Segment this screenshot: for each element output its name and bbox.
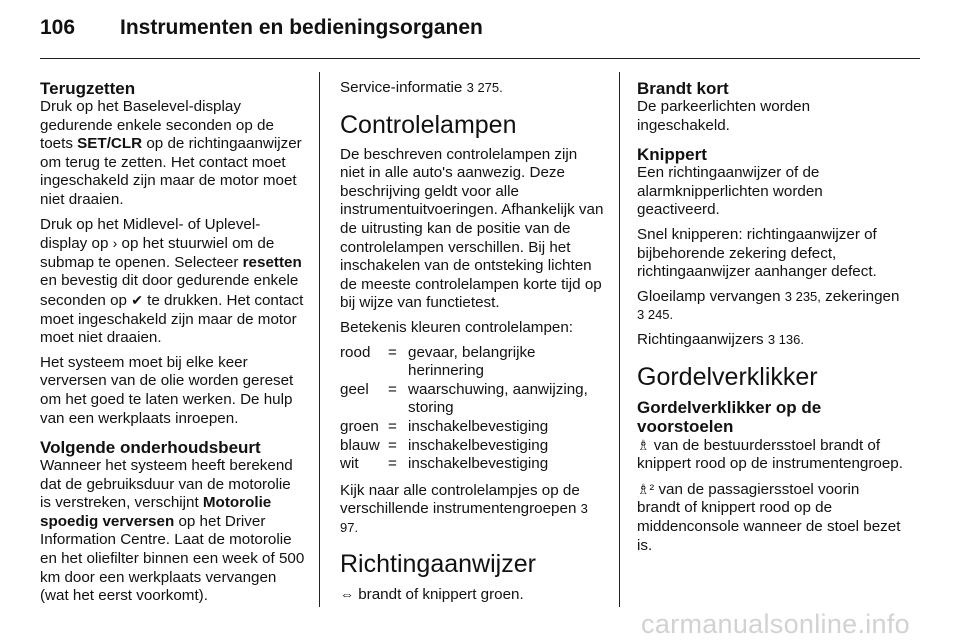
text: en bevestig dit door gedurende enkele seconden op — [40, 272, 299, 309]
section-heading-controlelampen: Controlelampen — [340, 110, 517, 139]
color-meaning: inschakelbevestiging — [408, 417, 549, 435]
color-row — [340, 418, 605, 437]
column-left — [40, 79, 305, 612]
paragraph — [340, 79, 605, 98]
turn-signal-icon: ⇔ — [340, 586, 354, 603]
equals-sign: = — [388, 380, 397, 398]
text: op het Driver Information Centre. Laat de motorolie en het oliefilter binnen een week of 500 km door een werkplaats vervangen (wat het eerst voorkomt). — [40, 512, 305, 605]
paragraph — [637, 331, 905, 350]
paragraph: Snel knipperen: richtingaanwijzer of bijbehorende zekering defect, richtingaanwijzer aanhanger defect. — [637, 225, 877, 281]
paragraph — [40, 98, 305, 210]
paragraph — [340, 482, 605, 538]
color-meaning-table — [340, 344, 605, 474]
paragraph: Een richtingaanwijzer of de alarmknipperlichten worden geactiveerd. — [637, 164, 823, 219]
color-name: groen — [340, 417, 379, 435]
arrow-right-icon: › — [112, 235, 118, 252]
text: Wanneer het systeem heeft berekend dat de gebruiksduur van de motorolie is verstreken, verschijnt — [40, 457, 293, 512]
column-divider — [319, 72, 320, 607]
text: Richtingaanwijzers — [637, 330, 768, 348]
section-heading-terugzetten: Terugzetten — [40, 79, 136, 98]
message-label: Motorolie spoedig verversen — [40, 494, 272, 530]
section-heading-brandt-kort: Brandt kort — [637, 79, 729, 98]
color-row — [340, 381, 605, 418]
color-name: geel — [340, 380, 369, 398]
text: van de bestuurdersstoel brandt of knippert rood op de instrumentengroep. — [637, 436, 903, 473]
page-number: 106 — [40, 16, 76, 39]
section-heading-volgende-onderhoudsbeurt: Volgende onderhoudsbeurt — [40, 438, 261, 458]
page-reference[interactable]: 3 245. — [637, 307, 674, 323]
text: Druk op het Baselevel-display gedurende enkele seconden op de toets — [40, 98, 274, 153]
section-heading-richtingaanwijzer: Richtingaanwijzer — [340, 550, 536, 579]
section-heading-knippert: Knippert — [637, 145, 707, 165]
column-divider — [619, 72, 620, 607]
paragraph — [40, 216, 305, 348]
page-title: Instrumenten en bedieningsorganen — [120, 16, 483, 39]
key-label: resetten — [242, 253, 302, 271]
page-reference[interactable]: 3 97. — [340, 501, 588, 535]
text: zekeringen — [820, 287, 900, 305]
text: Kijk naar alle controlelampjes op de verschillende instrumentengroepen — [340, 481, 581, 518]
watermark: carmanualsonline.info — [641, 609, 910, 639]
paragraph — [40, 457, 305, 606]
page-reference[interactable]: 3 275. — [466, 80, 503, 95]
header-rule — [40, 58, 920, 59]
color-meaning: waarschuwing, aanwijzing, storing — [408, 380, 588, 417]
color-name: blauw — [340, 436, 380, 454]
equals-sign: = — [388, 436, 397, 454]
paragraph: Betekenis kleuren controlelampen: — [340, 318, 574, 336]
equals-sign: = — [388, 343, 397, 361]
color-row — [340, 344, 605, 381]
color-meaning: gevaar, belangrijke herinnering — [408, 343, 536, 380]
paragraph: Het systeem moet bij elke keer verversen van de olie worden gereset om het goed te laten werken. De hulp van een werkplaats inroepen. — [40, 353, 294, 427]
key-label: SET/CLR — [77, 135, 143, 153]
paragraph — [637, 288, 905, 325]
paragraph: De beschreven controlelampen zijn niet in alle auto's aanwezig. Deze beschrijving geldt voor alle instrumentuitvoeringen. Afhankelijk van de uitrusting kan de positie van de controlelampen verschillen. Bij het inschakelen van de ontsteking lichten de meeste controlelampen korte tijd op bij wijze van functietest. — [340, 145, 604, 312]
color-name: rood — [340, 343, 371, 361]
text: op de richtingaanwijzer om terug te zetten. Het contact moet ingeschakeld zijn maar de motor moet niet draaien. — [40, 135, 302, 208]
seatbelt-passenger-icon: ♗² — [637, 480, 655, 497]
seatbelt-driver-icon: ♗ — [637, 436, 650, 453]
text: van de passagiersstoel voorin brandt of knippert rood op de middenconsole wanneer de stoel bezet is. — [637, 480, 901, 554]
text: Gloeilamp vervangen — [637, 287, 785, 305]
text: Service-informatie — [340, 79, 467, 96]
color-meaning: inschakelbevestiging — [408, 436, 549, 454]
section-heading-gordelverklikker: Gordelverklikker — [637, 362, 818, 391]
paragraph — [637, 480, 905, 555]
checkmark-icon: ✔ — [131, 291, 143, 308]
paragraph: De parkeerlichten worden ingeschakeld. — [637, 98, 811, 134]
equals-sign: = — [388, 455, 397, 473]
text: te drukken. Het contact moet ingeschakeld zijn maar de motor moet niet draaien. — [40, 291, 304, 347]
paragraph — [340, 585, 605, 605]
text: op het stuurwiel om de submap te openen. Selecteer — [40, 235, 275, 271]
color-meaning: inschakelbevestiging — [408, 455, 549, 473]
color-row — [340, 437, 605, 456]
paragraph — [637, 436, 905, 474]
color-row — [340, 455, 605, 474]
text: Druk op het Midlevel- of Uplevel-display op — [40, 215, 261, 253]
page-reference[interactable]: 3 235, — [784, 288, 821, 304]
subsection-heading-voorstoelen: Gordelverklikker op de voorstoelen — [637, 397, 822, 436]
equals-sign: = — [388, 417, 397, 435]
text: brandt of knippert groen. — [354, 586, 524, 604]
page-reference[interactable]: 3 136. — [767, 331, 804, 347]
color-name: wit — [340, 455, 359, 473]
column-middle — [340, 79, 605, 611]
column-right — [637, 79, 905, 561]
